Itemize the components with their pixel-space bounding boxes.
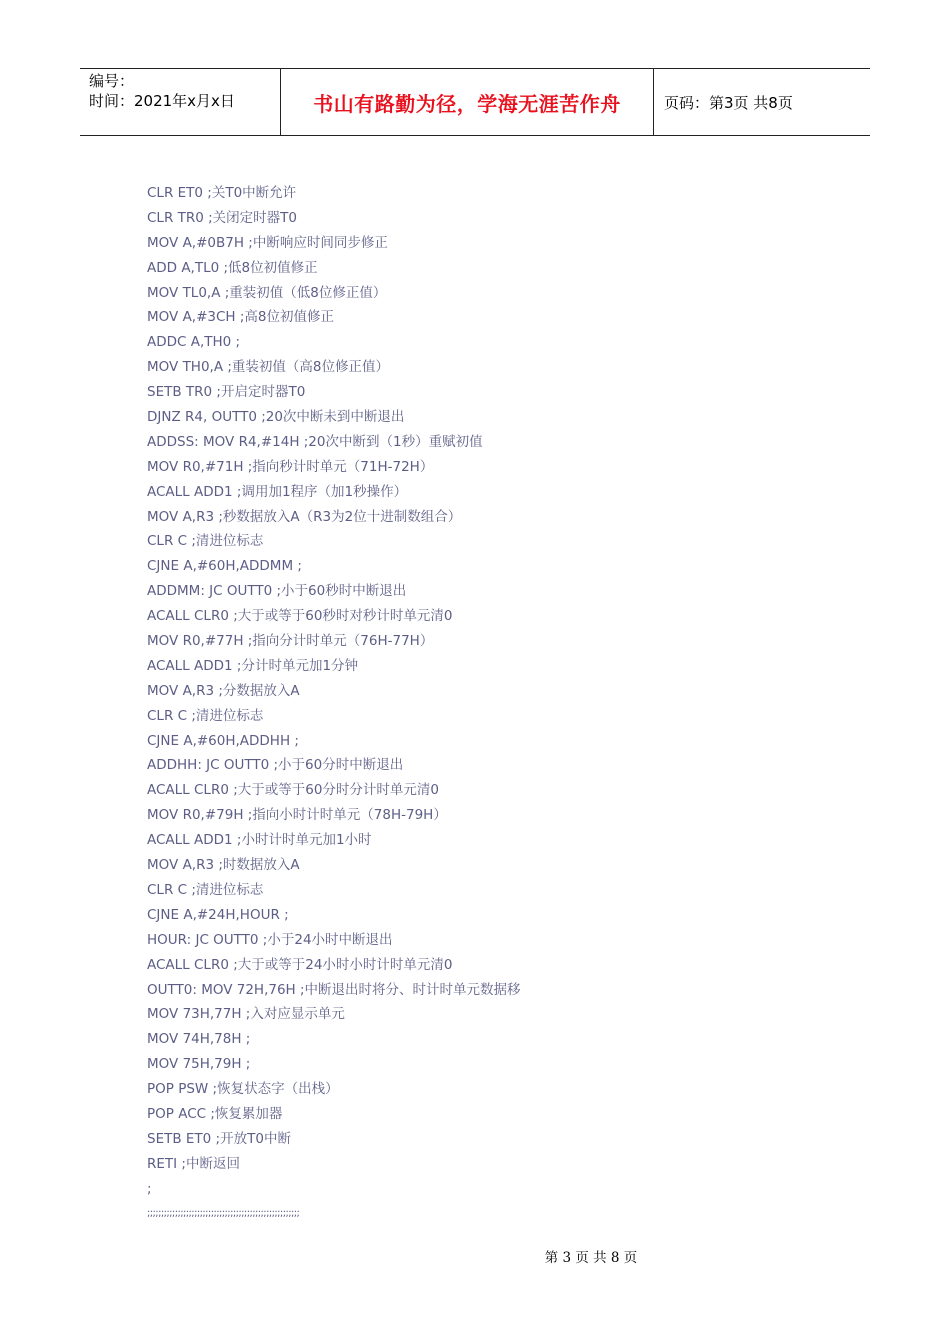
code-line: ADD A,TL0 ;低8位初值修正 <box>147 259 318 276</box>
code-line: OUTT0: MOV 72H,76H ;中断退出时将分、时计时单元数据移 <box>147 981 521 998</box>
code-line: RETI ;中断返回 <box>147 1155 240 1172</box>
code-line: CLR C ;清进位标志 <box>147 881 264 898</box>
code-line: ACALL ADD1 ;分计时单元加1分钟 <box>147 657 359 674</box>
code-line: ; <box>147 1180 152 1197</box>
code-line: ACALL ADD1 ;小时计时单元加1小时 <box>147 832 372 849</box>
code-line: ADDSS: MOV R4,#14H ;20次中断到（1秒）重赋初值 <box>147 433 483 450</box>
code-line: HOUR: JC OUTT0 ;小于24小时中断退出 <box>147 931 393 948</box>
code-line: ADDHH: JC OUTT0 ;小于60分时中断退出 <box>147 757 404 774</box>
code-line: MOV A,#3CH ;高8位初值修正 <box>147 309 334 326</box>
document-number-label: 编号： <box>89 72 135 90</box>
code-line: ACALL CLR0 ;大于或等于24小时小时计时单元清0 <box>147 956 453 973</box>
code-line: MOV TL0,A ;重装初值（低8位修正值） <box>147 284 387 301</box>
code-line: CJNE A,#60H,ADDHH ; <box>147 732 299 749</box>
code-line: CLR C ;清进位标志 <box>147 533 264 550</box>
header-motto-cell <box>281 69 654 135</box>
code-line: CLR ET0 ;关T0中断允许 <box>147 185 297 201</box>
code-line: SETB TR0 ;开启定时器T0 <box>147 384 306 401</box>
code-line: SETB ET0 ;开放T0中断 <box>147 1130 291 1147</box>
page-footer <box>0 1246 950 1266</box>
code-line: MOV A,#0B7H ;中断响应时间同步修正 <box>147 234 388 251</box>
code-line: ACALL CLR0 ;大于或等于60分时分计时单元清0 <box>147 782 440 799</box>
code-line: ADDC A,TH0 ; <box>147 334 241 351</box>
code-line: MOV A,R3 ;分数据放入A <box>147 682 300 699</box>
code-line: CJNE A,#60H,ADDMM ; <box>147 558 302 575</box>
header-page-label: 页码：第3页 共8页 <box>664 93 793 112</box>
code-line: POP ACC ;恢复累加器 <box>147 1105 283 1122</box>
document-date-label: 时间：2021年x月x日 <box>89 92 235 110</box>
code-line: MOV 74H,78H ; <box>147 1031 251 1048</box>
code-line: ;;;;;;;;;;;;;;;;;;;;;;;;;;;;;;;;;;;;;;;;;;;;;;;;;;;;;;; <box>147 1207 300 1219</box>
code-line: POP PSW ;恢复状态字（出栈） <box>147 1081 339 1098</box>
code-line: CLR TR0 ;关闭定时器T0 <box>147 209 298 226</box>
header-motto: 书山有路勤为径，学海无涯苦作舟 <box>313 91 621 116</box>
code-line: MOV A,R3 ;秒数据放入A（R3为2位十进制数组合） <box>147 508 462 525</box>
code-line: MOV 73H,77H ;入对应显示单元 <box>147 1006 345 1023</box>
assembly-code-block <box>147 181 521 1226</box>
code-line: MOV R0,#77H ;指向分计时单元（76H-77H） <box>147 633 434 650</box>
footer-page-number: 第 3 页 共 8 页 <box>544 1250 638 1266</box>
header-page-cell <box>654 69 870 135</box>
code-line: ACALL ADD1 ;调用加1程序（加1秒操作） <box>147 483 408 500</box>
code-line: ACALL CLR0 ;大于或等于60秒时对秒计时单元清0 <box>147 608 453 625</box>
header-info-cell <box>80 69 281 135</box>
code-line: MOV 75H,79H ; <box>147 1056 251 1073</box>
code-line: MOV R0,#71H ;指向秒计时单元（71H-72H） <box>147 458 434 475</box>
code-line: ADDMM: JC OUTT0 ;小于60秒时中断退出 <box>147 583 407 600</box>
code-line: MOV A,R3 ;时数据放入A <box>147 857 300 874</box>
code-line: CLR C ;清进位标志 <box>147 707 264 724</box>
code-line: MOV TH0,A ;重装初值（高8位修正值） <box>147 359 390 376</box>
document-header <box>80 68 870 136</box>
code-line: CJNE A,#24H,HOUR ; <box>147 906 289 923</box>
code-line: MOV R0,#79H ;指向小时计时单元（78H-79H） <box>147 807 447 824</box>
code-line: DJNZ R4, OUTT0 ;20次中断未到中断退出 <box>147 409 405 426</box>
